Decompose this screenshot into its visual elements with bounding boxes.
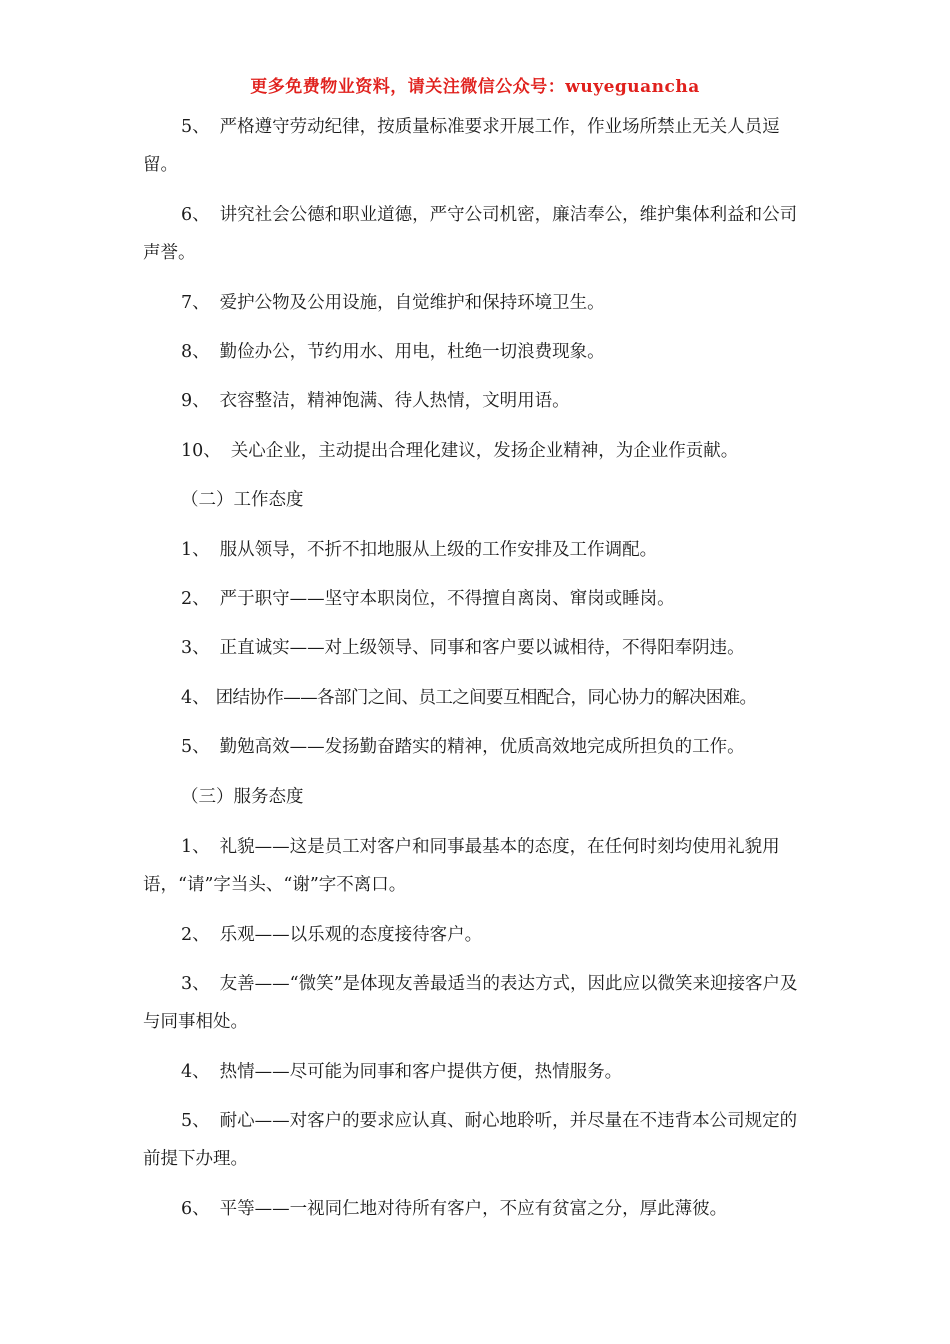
list-item: [143, 1053, 810, 1091]
item-text: 服从领导，不折不扣地服从上级的工作安排及工作调配。: [219, 540, 658, 560]
list-item: [143, 828, 810, 904]
list-item: [143, 333, 810, 371]
list-item: [143, 382, 810, 420]
item-number: 5、: [181, 737, 210, 757]
item-text: 热情——尽可能为同事和客户提供方便，热情服务。: [219, 1062, 623, 1082]
item-text: 团结协作——各部门之间、员工之间要互相配合，同心协力的解决困难。: [215, 688, 757, 708]
item-number: 5、: [181, 1111, 210, 1131]
list-item: [143, 580, 810, 618]
item-text: 爱护公物及公用设施，自觉维护和保持环境卫生。: [219, 293, 605, 313]
item-number: 4、: [181, 1062, 210, 1082]
item-text: 严于职守——坚守本职岗位，不得擅自离岗、窜岗或睡岗。: [219, 589, 675, 609]
list-item: [143, 1102, 810, 1178]
promo-header: 更多免费物业资料，请关注微信公众号：wuyeguancha: [250, 77, 700, 97]
item-text: 讲究社会公德和职业道德，严守公司机密，廉洁奉公，维护集体利益和公司声誉。: [143, 205, 798, 263]
item-number: 1、: [181, 837, 210, 857]
item-number: 1、: [181, 540, 210, 560]
list-item: [143, 629, 810, 667]
item-text: 平等——一视同仁地对待所有客户，不应有贫富之分，厚此薄彼。: [219, 1199, 728, 1219]
item-number: 6、: [181, 205, 210, 225]
item-number: 3、: [181, 638, 210, 658]
section-title-work-attitude: （二）工作态度: [181, 490, 304, 510]
item-number: 5、: [181, 117, 210, 137]
list-item: [143, 1190, 810, 1228]
section-title-service-attitude: （三）服务态度: [181, 787, 304, 807]
list-item: [143, 108, 810, 184]
item-number: 10、: [181, 441, 221, 461]
item-number: 2、: [181, 589, 210, 609]
item-text: 勤勉高效——发扬勤奋踏实的精神，优质高效地完成所担负的工作。: [219, 737, 745, 757]
list-item: [143, 432, 810, 470]
item-number: 4、: [181, 688, 210, 708]
item-number: 3、: [181, 974, 210, 994]
item-number: 7、: [181, 293, 210, 313]
item-number: 6、: [181, 1199, 210, 1219]
list-item: [143, 728, 810, 766]
item-text: 耐心——对客户的要求应认真、耐心地聆听，并尽量在不违背本公司规定的前提下办理。: [143, 1111, 798, 1169]
item-text: 勤俭办公，节约用水、用电，杜绝一切浪费现象。: [219, 342, 605, 362]
list-item: [143, 965, 810, 1041]
item-text: 友善——“微笑”是体现友善最适当的表达方式，因此应以微笑来迎接客户及与同事相处。: [143, 974, 798, 1032]
item-text: 关心企业，主动提出合理化建议，发扬企业精神，为企业作贡献。: [230, 441, 739, 461]
list-item: [143, 916, 810, 954]
item-number: 8、: [181, 342, 210, 362]
item-number: 2、: [181, 925, 210, 945]
item-text: 正直诚实——对上级领导、同事和客户要以诚相待，不得阳奉阴违。: [219, 638, 745, 658]
item-number: 9、: [181, 391, 210, 411]
item-text: 礼貌——这是员工对客户和同事最基本的态度，在任何时刻均使用礼貌用语，“请”字当头、“谢”字不离口。: [143, 837, 780, 895]
list-item: [143, 531, 810, 569]
list-item: [143, 196, 810, 272]
list-item: [143, 284, 810, 322]
item-text: 衣容整洁，精神饱满、待人热情，文明用语。: [219, 391, 570, 411]
item-text: 严格遵守劳动纪律，按质量标准要求开展工作，作业场所禁止无关人员逗留。: [143, 117, 780, 175]
list-item: [143, 679, 823, 717]
item-text: 乐观——以乐观的态度接待客户。: [219, 925, 483, 945]
